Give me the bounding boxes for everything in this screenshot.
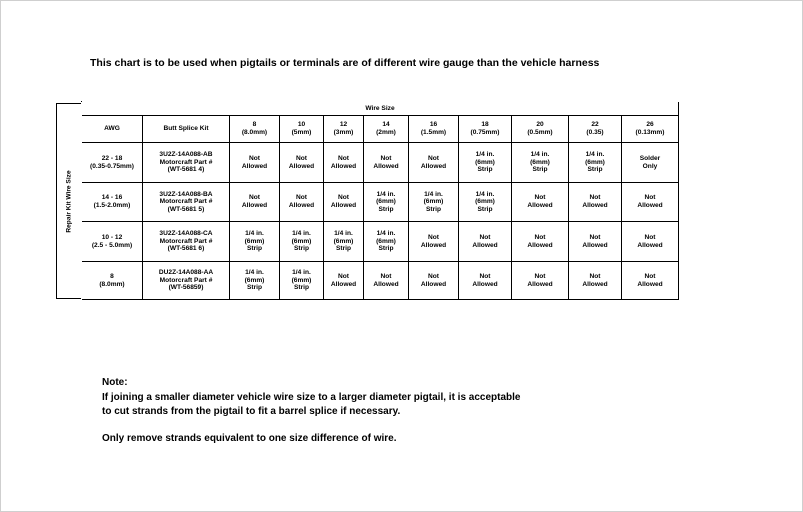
- allowance-cell: Not Allowed: [512, 222, 569, 262]
- wire-size-column-header: 18 (0.75mm): [459, 116, 512, 143]
- wire-size-column-header: 12 (3mm): [324, 116, 364, 143]
- note-line-2: to cut strands from the pigtail to fit a barrel splice if necessary.: [102, 406, 401, 417]
- note-line-1: If joining a smaller diameter vehicle wire size to a larger diameter pigtail, it is acceptable: [102, 392, 521, 403]
- wire-size-column-header: 26 (0.13mm): [622, 116, 679, 143]
- allowance-cell: Not Allowed: [230, 143, 280, 183]
- allowance-cell: 1/4 in. (6mm) Strip: [364, 183, 409, 222]
- allowance-cell: Not Allowed: [324, 143, 364, 183]
- allowance-cell: Not Allowed: [512, 262, 569, 300]
- allowance-cell: 1/4 in. (6mm) Strip: [280, 262, 324, 300]
- row-axis-label-text: Repair Kit Wire Size: [65, 169, 73, 233]
- allowance-cell: 1/4 in. (6mm) Strip: [230, 222, 280, 262]
- wire-size-column-header: 8 (8.0mm): [230, 116, 280, 143]
- awg-column-header: AWG: [82, 116, 143, 143]
- note-title: Note:: [102, 377, 128, 388]
- allowance-cell: Not Allowed: [622, 262, 679, 300]
- allowance-cell: Not Allowed: [324, 183, 364, 222]
- chart-heading: This chart is to be used when pigtails or terminals are of different wire gauge than the vehicle harness: [90, 57, 600, 69]
- note-line-3: Only remove strands equivalent to one size difference of wire.: [102, 433, 397, 444]
- wire-size-column-header: 16 (1.5mm): [409, 116, 459, 143]
- allowance-cell: 1/4 in. (6mm) Strip: [512, 143, 569, 183]
- allowance-cell: 1/4 in. (6mm) Strip: [459, 143, 512, 183]
- wire-size-column-header: 14 (2mm): [364, 116, 409, 143]
- splice-kit-cell: 3U2Z-14A088-AB Motorcraft Part # (WT-5681 4): [143, 143, 230, 183]
- allowance-cell: Not Allowed: [280, 183, 324, 222]
- allowance-cell: Not Allowed: [622, 183, 679, 222]
- allowance-cell: 1/4 in. (6mm) Strip: [324, 222, 364, 262]
- allowance-cell: Solder Only: [622, 143, 679, 183]
- allowance-cell: Not Allowed: [569, 262, 622, 300]
- wire-size-column-header: 22 (0.35): [569, 116, 622, 143]
- allowance-cell: Not Allowed: [409, 143, 459, 183]
- wire-splice-table: [81, 101, 665, 292]
- wire-size-header: Wire Size: [82, 102, 679, 116]
- allowance-cell: 1/4 in. (6mm) Strip: [459, 183, 512, 222]
- splice-kit-cell: DU2Z-14A088-AA Motorcraft Part # (WT-56859): [143, 262, 230, 300]
- allowance-cell: Not Allowed: [364, 143, 409, 183]
- allowance-cell: Not Allowed: [324, 262, 364, 300]
- allowance-cell: Not Allowed: [569, 222, 622, 262]
- allowance-cell: Not Allowed: [459, 222, 512, 262]
- awg-cell: 22 - 18 (0.35-0.75mm): [82, 143, 143, 183]
- awg-cell: 10 - 12 (2.5 - 5.0mm): [82, 222, 143, 262]
- allowance-cell: Not Allowed: [230, 183, 280, 222]
- kit-column-header: Butt Splice Kit: [143, 116, 230, 143]
- allowance-cell: 1/4 in. (6mm) Strip: [409, 183, 459, 222]
- splice-kit-cell: 3U2Z-14A088-CA Motorcraft Part # (WT-5681 6): [143, 222, 230, 262]
- allowance-cell: 1/4 in. (6mm) Strip: [364, 222, 409, 262]
- allowance-cell: Not Allowed: [280, 143, 324, 183]
- allowance-cell: 1/4 in. (6mm) Strip: [569, 143, 622, 183]
- allowance-cell: Not Allowed: [569, 183, 622, 222]
- wire-size-column-header: 20 (0.5mm): [512, 116, 569, 143]
- splice-kit-cell: 3U2Z-14A088-BA Motorcraft Part # (WT-5681 5): [143, 183, 230, 222]
- allowance-cell: Not Allowed: [459, 262, 512, 300]
- row-axis-label: [56, 103, 81, 299]
- awg-cell: 14 - 16 (1.5-2.0mm): [82, 183, 143, 222]
- allowance-cell: 1/4 in. (6mm) Strip: [280, 222, 324, 262]
- allowance-cell: Not Allowed: [409, 262, 459, 300]
- allowance-cell: Not Allowed: [512, 183, 569, 222]
- allowance-cell: 1/4 in. (6mm) Strip: [230, 262, 280, 300]
- allowance-cell: Not Allowed: [409, 222, 459, 262]
- allowance-cell: Not Allowed: [364, 262, 409, 300]
- allowance-cell: Not Allowed: [622, 222, 679, 262]
- awg-cell: 8 (8.0mm): [82, 262, 143, 300]
- wire-size-column-header: 10 (5mm): [280, 116, 324, 143]
